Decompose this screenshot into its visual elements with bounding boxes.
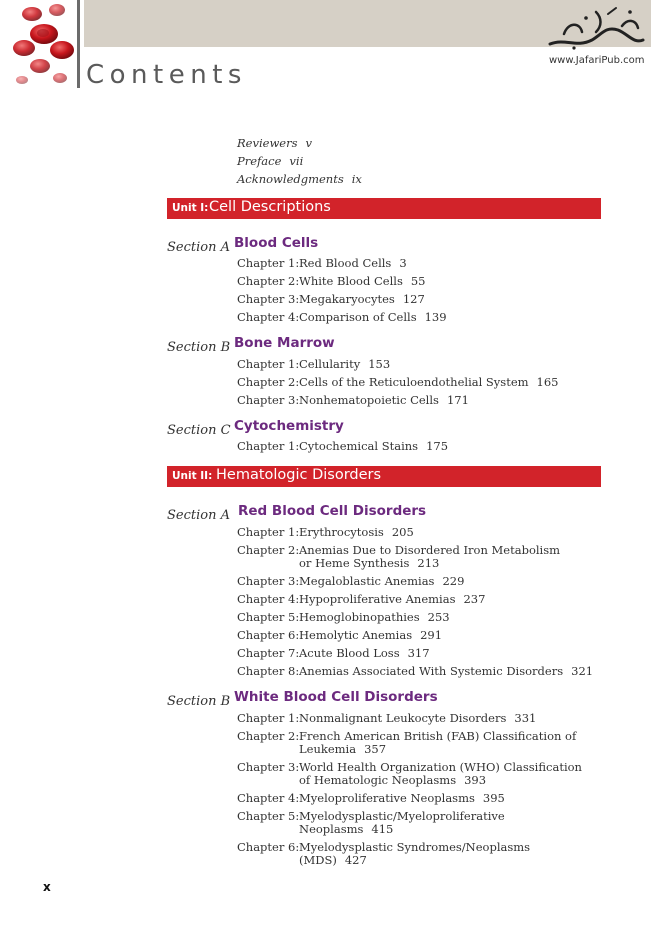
chapter-entry: [237, 592, 486, 606]
entry-title: Acknowledgments: [237, 172, 344, 186]
section-label: Section A: [167, 240, 230, 255]
page-ref: 205: [391, 525, 414, 539]
page-ref: 321: [571, 664, 594, 678]
section-title: Cytochemistry: [234, 418, 344, 434]
page-ref: 395: [482, 791, 505, 805]
chapter-number: Chapter 1:: [237, 357, 300, 371]
front-matter-entry: [237, 136, 312, 150]
chapter-title: World Health Organization (WHO) Classification: [299, 760, 582, 774]
chapter-title: Cellularity: [299, 357, 361, 371]
chapter-entry: [237, 393, 469, 407]
page-ref: 3: [399, 256, 407, 270]
unit-label: Unit II:: [172, 470, 213, 482]
page-ref: 139: [424, 310, 447, 324]
page-ref: 127: [402, 292, 425, 306]
chapter-entry: [237, 840, 531, 867]
section-label: Section C: [167, 423, 231, 438]
section-label: Section A: [167, 508, 230, 523]
chapter-title: French American British (FAB) Classification of: [299, 729, 577, 743]
chapter-title: Megaloblastic Anemias: [299, 574, 435, 588]
chapter-entry: [237, 274, 426, 288]
chapter-number: Chapter 2:: [237, 729, 300, 743]
chapter-number: Chapter 1:: [237, 256, 300, 270]
page-ref: 331: [514, 711, 537, 725]
section-title: White Blood Cell Disorders: [234, 689, 438, 705]
chapter-number: Chapter 6:: [237, 628, 300, 642]
front-matter-entry: [237, 172, 362, 186]
chapter-number: Chapter 2:: [237, 543, 300, 557]
section-header: [167, 689, 438, 709]
chapter-number: Chapter 5:: [237, 809, 300, 823]
page-ref: 153: [368, 357, 391, 371]
chapter-entry: [237, 574, 465, 588]
chapter-number: Chapter 3:: [237, 393, 300, 407]
chapter-number: Chapter 2:: [237, 375, 300, 389]
page-ref: 291: [420, 628, 443, 642]
chapter-number: Chapter 2:: [237, 274, 300, 288]
entry-title: Preface: [237, 154, 282, 168]
chapter-title: Myelodysplastic/Myeloproliferative: [299, 809, 505, 823]
section-header: [167, 503, 427, 523]
chapter-title: Comparison of Cells: [299, 310, 417, 324]
page-ref: vii: [289, 154, 304, 168]
page-ref: v: [305, 136, 312, 150]
chapter-entry: [237, 628, 443, 642]
page-ref: 55: [410, 274, 426, 288]
chapter-entry: [237, 729, 577, 756]
chapter-entry: [237, 664, 594, 678]
page-ref: 171: [446, 393, 469, 407]
page-ref: 317: [407, 646, 430, 660]
chapter-number: Chapter 3:: [237, 292, 300, 306]
chapter-entry: [237, 543, 561, 570]
unit-title: Cell Descriptions: [209, 199, 331, 215]
chapter-title-cont: Leukemia: [299, 742, 357, 756]
page-ref: 427: [344, 853, 367, 867]
chapter-title: Anemias Due to Disordered Iron Metabolism: [299, 543, 561, 557]
chapter-number: Chapter 4:: [237, 310, 300, 324]
page-ref: 175: [426, 439, 449, 453]
page-ref: 253: [427, 610, 450, 624]
chapter-title: Erythrocytosis: [299, 525, 384, 539]
page-ref: 237: [463, 592, 486, 606]
publisher-url: www.JafariPub.com: [549, 55, 645, 66]
chapter-entry: [237, 375, 559, 389]
chapter-number: Chapter 3:: [237, 574, 300, 588]
page-ref: ix: [351, 172, 362, 186]
chapter-title-cont: Neoplasms: [299, 822, 364, 836]
page-number: x: [43, 880, 51, 894]
page-title: Contents: [86, 60, 247, 90]
chapter-number: Chapter 4:: [237, 791, 300, 805]
chapter-number: Chapter 1:: [237, 525, 300, 539]
calligraphy-logo-icon: [546, 4, 646, 54]
section-header: [167, 235, 319, 255]
chapter-title: Nonhematopoietic Cells: [299, 393, 439, 407]
chapter-title: Hypoproliferative Anemias: [299, 592, 456, 606]
chapter-entry: [237, 292, 425, 306]
chapter-number: Chapter 3:: [237, 760, 300, 774]
chapter-number: Chapter 4:: [237, 592, 300, 606]
chapter-title: Nonmalignant Leukocyte Disorders: [299, 711, 507, 725]
chapter-title: Cytochemical Stains: [299, 439, 419, 453]
chapter-title-cont: or Heme Synthesis: [299, 556, 410, 570]
unit-title: Hematologic Disorders: [216, 467, 382, 483]
chapter-number: Chapter 6:: [237, 840, 300, 854]
page-ref: 357: [364, 742, 387, 756]
chapter-entry: [237, 310, 447, 324]
page-ref: 229: [442, 574, 465, 588]
chapter-title: Acute Blood Loss: [299, 646, 400, 660]
chapter-entry: [237, 439, 449, 453]
section-header: [167, 335, 335, 355]
page-ref: 393: [464, 773, 487, 787]
chapter-number: Chapter 5:: [237, 610, 300, 624]
chapter-title: Anemias Associated With Systemic Disorders: [299, 664, 564, 678]
unit-header: [167, 466, 601, 487]
chapter-number: Chapter 7:: [237, 646, 300, 660]
chapter-title: White Blood Cells: [299, 274, 403, 288]
front-matter-entry: [237, 154, 303, 168]
section-title: Bone Marrow: [234, 335, 335, 351]
chapter-title: Megakaryocytes: [299, 292, 395, 306]
unit-header: [167, 198, 601, 219]
chapter-entry: [237, 760, 582, 787]
chapter-entry: [237, 711, 537, 725]
chapter-title: Hemolytic Anemias: [299, 628, 413, 642]
chapter-title: Hemoglobinopathies: [299, 610, 420, 624]
chapter-title: Red Blood Cells: [299, 256, 392, 270]
red-blood-cells-icon: [10, 0, 78, 90]
chapter-entry: [237, 791, 505, 805]
chapter-number: Chapter 1:: [237, 439, 300, 453]
chapter-entry: [237, 256, 407, 270]
section-title: Red Blood Cell Disorders: [238, 503, 427, 519]
chapter-number: Chapter 1:: [237, 711, 300, 725]
page-ref: 213: [417, 556, 440, 570]
chapter-title-cont: of Hematologic Neoplasms: [299, 773, 457, 787]
chapter-title: Myeloproliferative Neoplasms: [299, 791, 475, 805]
chapter-number: Chapter 8:: [237, 664, 300, 678]
chapter-title-cont: (MDS): [299, 853, 337, 867]
section-label: Section B: [167, 340, 231, 355]
chapter-entry: [237, 357, 391, 371]
chapter-entry: [237, 610, 450, 624]
chapter-entry: [237, 809, 505, 836]
section-header: [167, 418, 344, 438]
page-ref: 415: [371, 822, 394, 836]
section-label: Section B: [167, 694, 231, 709]
entry-title: Reviewers: [237, 136, 298, 150]
chapter-title: Myelodysplastic Syndromes/Neoplasms: [299, 840, 531, 854]
chapter-entry: [237, 525, 414, 539]
page-ref: 165: [536, 375, 559, 389]
chapter-title: Cells of the Reticuloendothelial System: [299, 375, 529, 389]
section-title: Blood Cells: [234, 235, 319, 251]
chapter-entry: [237, 646, 430, 660]
unit-label: Unit I:: [172, 202, 209, 214]
